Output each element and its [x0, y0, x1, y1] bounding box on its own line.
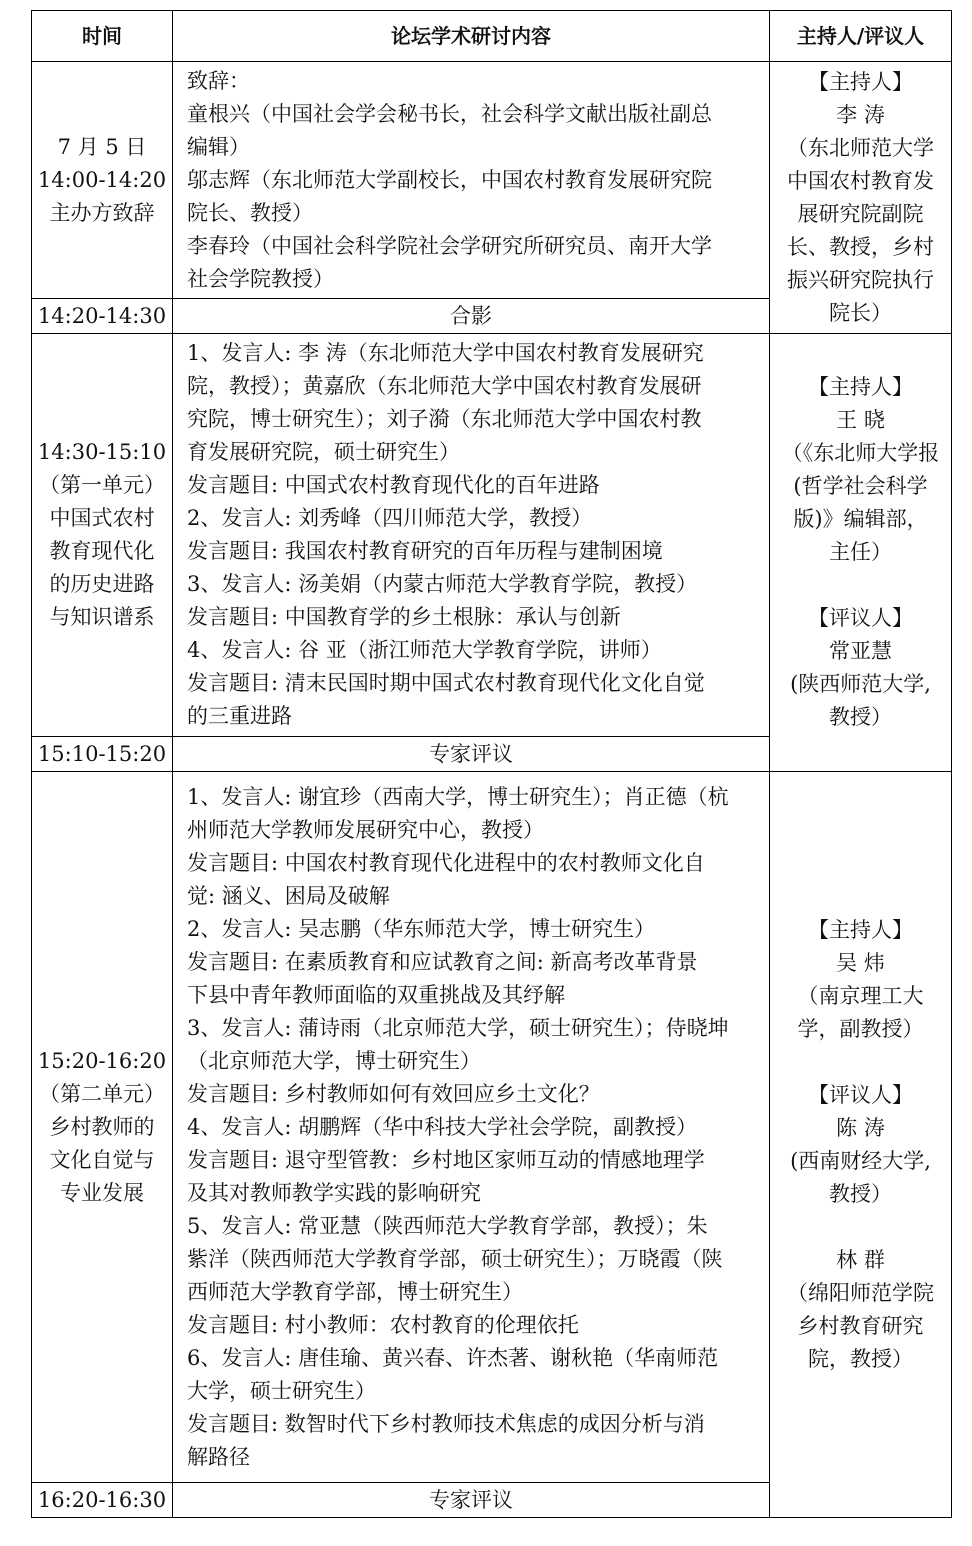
content-line: 发言题目: 清末民国时期中国式农村教育现代化文化自觉 — [187, 671, 705, 695]
photo-time: 14:20-14:30 — [32, 299, 173, 334]
content-line: 发言题目: 中国式农村教育现代化的百年进路 — [187, 473, 600, 497]
content-line: 究院，博士研究生）；刘子漪（东北师范大学中国农村教 — [187, 407, 702, 431]
unit1-title: 与知识谱系 — [49, 605, 155, 629]
host-line: 学，副教授） — [797, 1016, 924, 1041]
header-time: 时间 — [32, 11, 173, 62]
content-line: 编辑） — [187, 134, 250, 159]
header-host: 主持人/评议人 — [770, 11, 952, 62]
content-line: 发言题目: 退守型管教：乡村地区家师互动的情感地理学 — [187, 1147, 705, 1172]
photo-content: 合影 — [173, 299, 770, 334]
unit2-title: 专业发展 — [60, 1180, 144, 1205]
host-line: 【评议人】 — [808, 1082, 913, 1107]
schedule-table — [31, 10, 952, 1518]
host-spacer — [776, 1046, 945, 1079]
host-line: 主任） — [829, 540, 892, 564]
content-line: 解路径 — [187, 1444, 250, 1469]
content-line: 觉: 涵义、困局及破解 — [187, 883, 390, 908]
unit1-time-cell — [32, 334, 173, 737]
host-line: (哲学社会科学 — [793, 474, 928, 498]
row-opening — [32, 62, 952, 299]
host-line: 常亚慧 — [829, 639, 892, 663]
review2-content: 专家评议 — [173, 1483, 770, 1518]
content-line: 紫洋（陕西师范大学教育学部，硕士研究生）；万晓霞（陕 — [187, 1246, 723, 1271]
content-line: 发言题目: 村小教师：农村教育的伦理依托 — [187, 1312, 579, 1337]
content-line: 2、发言人: 刘秀峰（四川师范大学，教授） — [187, 506, 593, 530]
host-cell-3 — [770, 772, 952, 1518]
content-line: 发言题目: 我国农村教育研究的百年历程与建制困境 — [187, 539, 663, 563]
host-line: 吴 炜 — [836, 950, 885, 975]
header-content: 论坛学术研讨内容 — [173, 11, 770, 62]
unit2-label: （第二单元） — [39, 1081, 165, 1106]
content-line: 发言题目: 中国农村教育现代化进程中的农村教师文化自 — [187, 850, 705, 875]
content-line: （北京师范大学，博士研究生） — [187, 1048, 481, 1073]
content-line: 发言题目: 中国教育学的乡土根脉：承认与创新 — [187, 605, 621, 629]
host-spacer — [776, 569, 945, 602]
host-line: （《东北师大学报 — [781, 441, 940, 465]
host-cell-2 — [770, 334, 952, 772]
unit1-time: 14:30-15:10 — [37, 440, 167, 464]
host-line: 教授） — [829, 705, 892, 729]
host-line: 展研究院副院 — [797, 201, 924, 226]
opening-date: 7 月 5 日 — [57, 134, 147, 159]
content-line: 李春玲（中国社会科学院社会学研究所研究员、南开大学 — [187, 233, 712, 258]
review1-content: 专家评议 — [173, 737, 770, 772]
host-line: 乡村教育研究 — [797, 1313, 924, 1338]
unit2-time-cell — [32, 772, 173, 1483]
host-line: (西南财经大学, — [790, 1148, 931, 1173]
host-line: 林 群 — [836, 1247, 885, 1272]
unit2-title: 乡村教师的 — [49, 1114, 155, 1139]
host-line: 院，教授） — [808, 1346, 913, 1371]
host-line: 教授） — [829, 1181, 892, 1206]
content-line: 3、发言人: 汤美娟（内蒙古师范大学教育学院，教授） — [187, 572, 698, 596]
content-line: 3、发言人: 蒲诗雨（北京师范大学，硕士研究生）；侍晓坤 — [187, 1015, 729, 1040]
content-line: 邬志辉（东北师范大学副校长，中国农村教育发展研究院 — [187, 167, 712, 192]
review1-time: 15:10-15:20 — [32, 737, 173, 772]
host-line: 振兴研究院执行 — [787, 267, 934, 292]
unit1-content-cell — [173, 334, 770, 737]
host-line: （绵阳师范学院 — [787, 1280, 934, 1305]
content-line: 发言题目: 数智时代下乡村教师技术焦虑的成因分析与消 — [187, 1411, 705, 1436]
host-cell-1 — [770, 62, 952, 334]
content-line: 4、发言人: 胡鹏辉（华中科技大学社会学院，副教授） — [187, 1114, 698, 1139]
content-line: 发言题目: 乡村教师如何有效回应乡土文化？ — [187, 1081, 600, 1106]
content-line: 州师范大学教师发展研究中心，教授） — [187, 817, 544, 842]
content-line: 院长、教授） — [187, 200, 313, 225]
row-unit2 — [32, 772, 952, 1483]
host-line: （东北师范大学 — [787, 135, 934, 160]
content-line: 及其对教师教学实践的影响研究 — [187, 1180, 481, 1205]
unit1-title: 教育现代化 — [49, 539, 155, 563]
host-line: （南京理工大 — [797, 983, 924, 1008]
header-row — [32, 11, 952, 62]
content-line: 的三重进路 — [187, 704, 292, 728]
content-line: 1、发言人: 谢宜珍（西南大学，博士研究生）；肖正德（杭 — [187, 784, 729, 809]
host-line: 【主持人】 — [808, 375, 913, 399]
host-line: (陕西师范大学, — [790, 672, 931, 696]
content-line: 大学，硕士研究生） — [187, 1378, 376, 1403]
host-line: 【主持人】 — [808, 917, 913, 942]
content-line: 下县中青年教师面临的双重挑战及其纾解 — [187, 982, 565, 1007]
content-line: 2、发言人: 吴志鹏（华东师范大学，博士研究生） — [187, 916, 656, 941]
host-line: 长、教授，乡村 — [787, 234, 934, 259]
host-line: 中国农村教育发 — [787, 168, 934, 193]
content-line: 育发展研究院，硕士研究生） — [187, 440, 460, 464]
content-line: 童根兴（中国社会学会秘书长，社会科学文献出版社副总 — [187, 101, 712, 126]
opening-content-cell — [173, 62, 770, 299]
content-line: 6、发言人: 唐佳瑜、黄兴春、许杰著、谢秋艳（华南师范 — [187, 1345, 719, 1370]
content-line: 社会学院教授） — [187, 266, 334, 291]
host-line: 李 涛 — [836, 102, 885, 127]
host-line: 陈 涛 — [836, 1115, 885, 1140]
opening-label: 主办方致辞 — [49, 200, 155, 225]
content-line: 5、发言人: 常亚慧（陕西师范大学教育学部，教授）；朱 — [187, 1213, 708, 1238]
unit1-title: 中国式农村 — [49, 506, 155, 530]
opening-time-cell — [32, 62, 173, 299]
content-line: 1、发言人: 李 涛（东北师范大学中国农村教育发展研究 — [187, 341, 704, 365]
review2-time: 16:20-16:30 — [32, 1483, 173, 1518]
host-spacer — [776, 1211, 945, 1244]
content-line: 西师范大学教育学部，博士研究生） — [187, 1279, 523, 1304]
opening-time: 14:00-14:20 — [37, 167, 167, 192]
row-unit1 — [32, 334, 952, 737]
unit1-title: 的历史进路 — [49, 572, 155, 596]
host-line: 【主持人】 — [808, 69, 913, 94]
content-line: 发言题目: 在素质教育和应试教育之间: 新高考改革背景 — [187, 949, 698, 974]
unit1-label: （第一单元） — [39, 473, 165, 497]
host-line: 王 晓 — [836, 408, 885, 432]
content-line: 4、发言人: 谷 亚（浙江师范大学教育学院，讲师） — [187, 638, 662, 662]
unit2-title: 文化自觉与 — [49, 1147, 155, 1172]
content-line: 院，教授）；黄嘉欣（东北师范大学中国农村教育发展研 — [187, 374, 702, 398]
host-line: 院长） — [829, 300, 892, 325]
unit2-content-cell — [173, 772, 770, 1483]
content-line: 致辞： — [187, 68, 250, 93]
unit2-time: 15:20-16:20 — [37, 1048, 167, 1073]
host-line: 版)》编辑部， — [793, 507, 928, 531]
host-line: 【评议人】 — [808, 606, 913, 630]
